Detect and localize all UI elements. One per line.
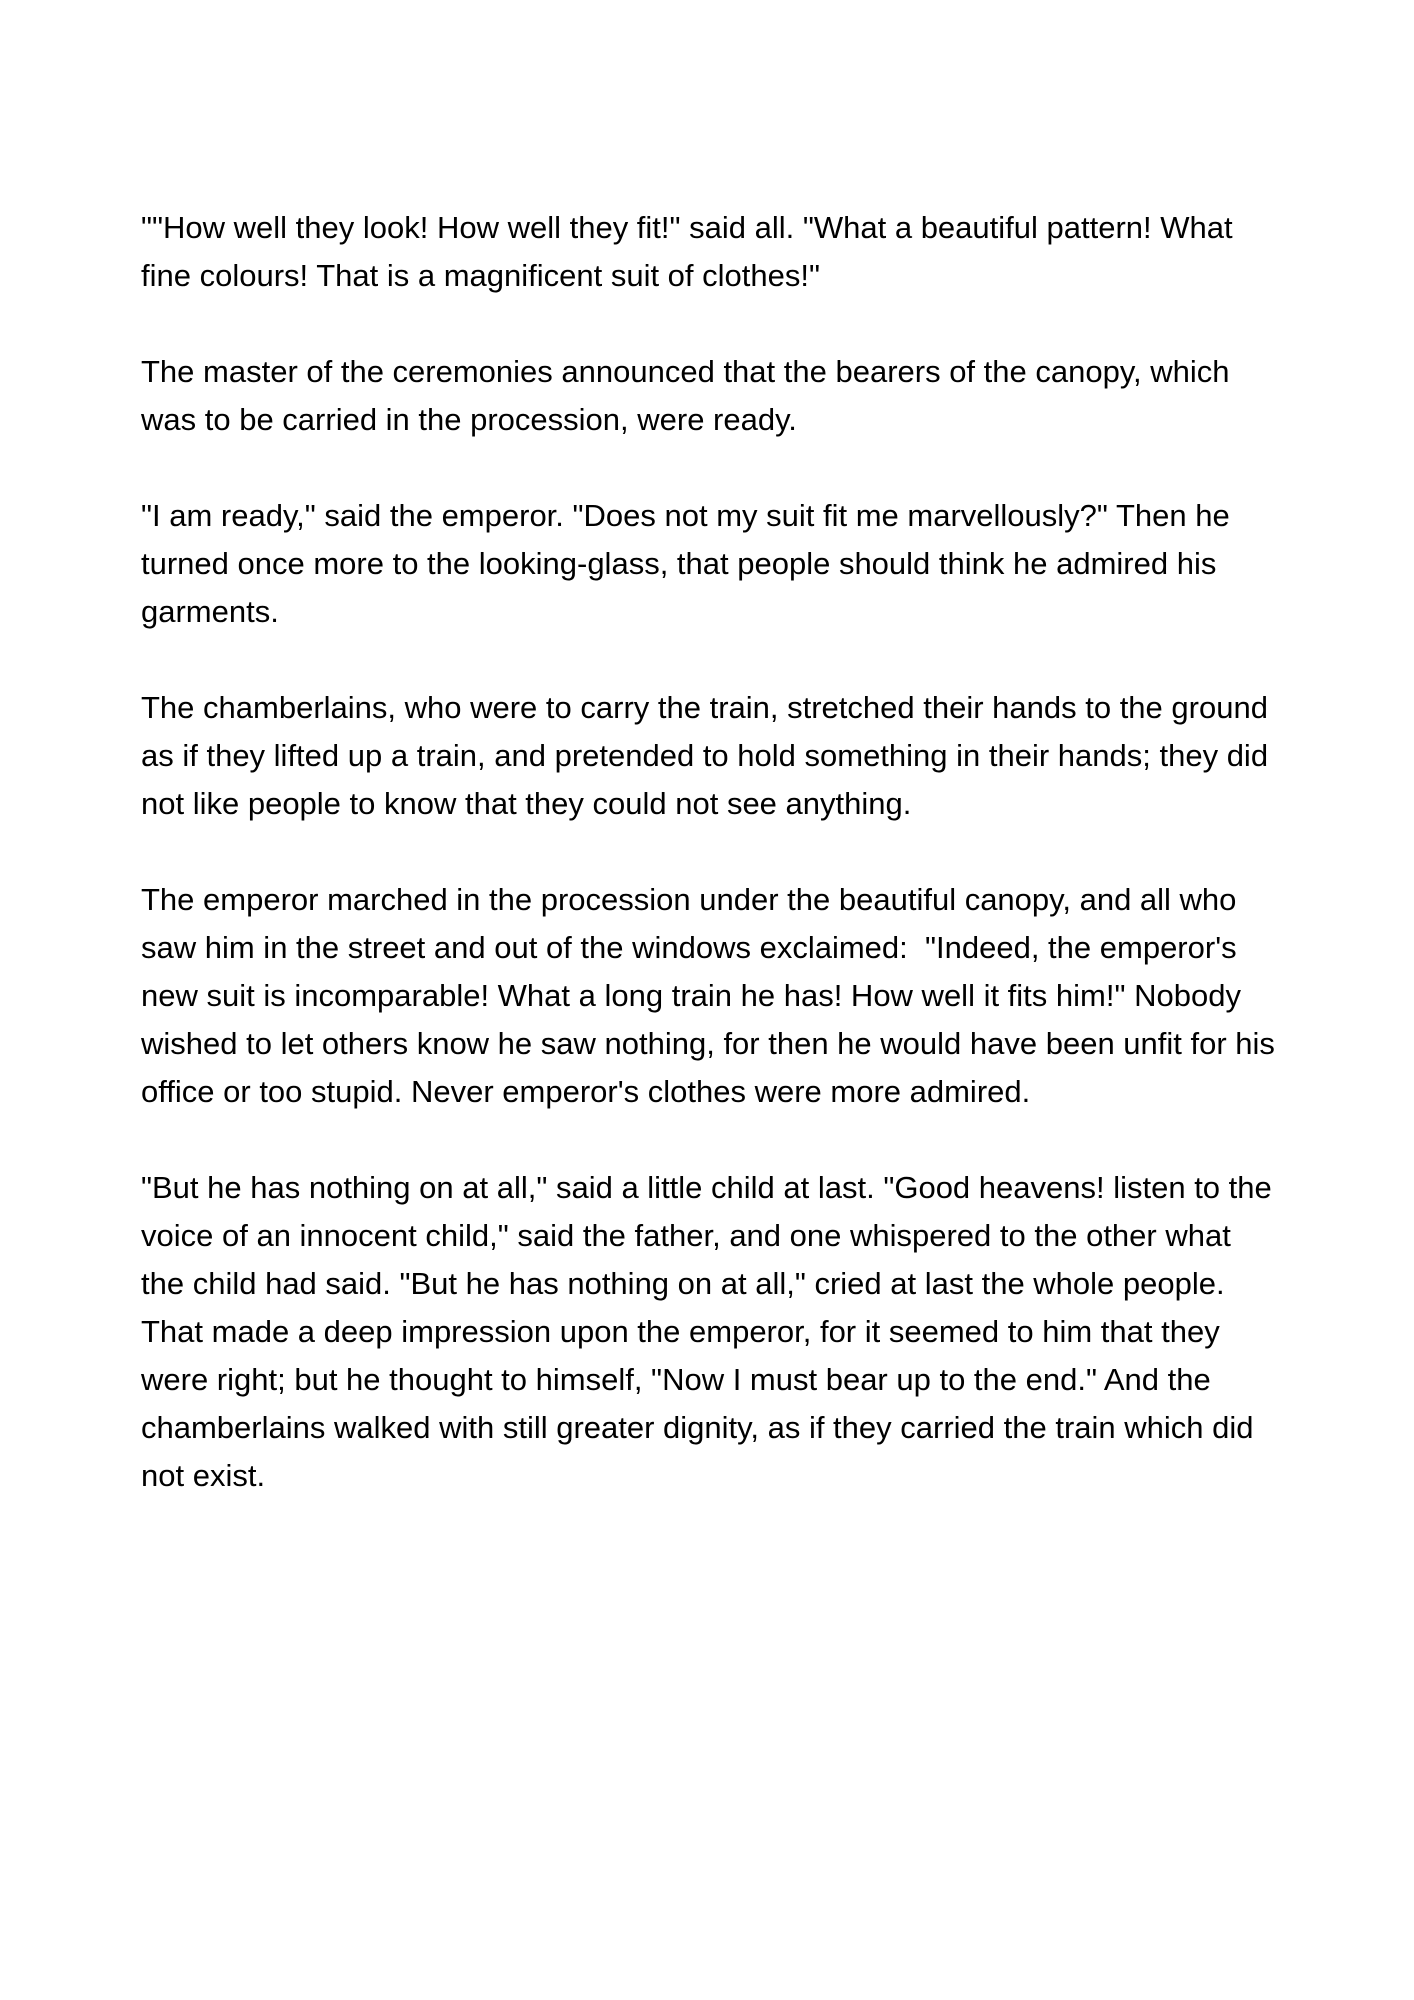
paragraph-3: "I am ready," said the emperor. "Does not my suit fit me marvellously?" Then he turned once more to the looking-glass, that people should think he admired his garments.	[141, 498, 1239, 629]
paragraph-4: The chamberlains, who were to carry the train, stretched their hands to the ground as if they lifted up a train, and pretended to hold something in their hands; they did not like people to know that they could not see anything.	[141, 690, 1277, 821]
paragraph-6: "But he has nothing on at all," said a little child at last. "Good heavens! listen to the voice of an innocent child," said the father, and one whispered to the other what the child had said. "But he has nothing on at all," cried at last the whole people. That made a deep impression upon the emperor, for it seemed to him that they were right; but he thought to himself, "Now I must bear up to the end." And the chamberlains walked with still greater dignity, as if they carried the train which did not exist.	[141, 1170, 1281, 1493]
document-body	[141, 204, 1284, 1548]
paragraph-5: The emperor marched in the procession under the beautiful canopy, and all who saw him in the street and out of the windows exclaimed: "Indeed, the emperor's new suit is incomparable! What a long train he has! How well it fits him!" Nobody wished to let others know he saw nothing, for then he would have been unfit for his office or too stupid. Never emperor's clothes were more admired.	[141, 882, 1284, 1109]
paragraph-1: ""How well they look! How well they fit!" said all. "What a beautiful pattern! What fine colours! That is a magnificent suit of clothes!"	[141, 210, 1242, 293]
paragraph-2: The master of the ceremonies announced that the bearers of the canopy, which was to be carried in the procession, were ready.	[141, 354, 1239, 437]
